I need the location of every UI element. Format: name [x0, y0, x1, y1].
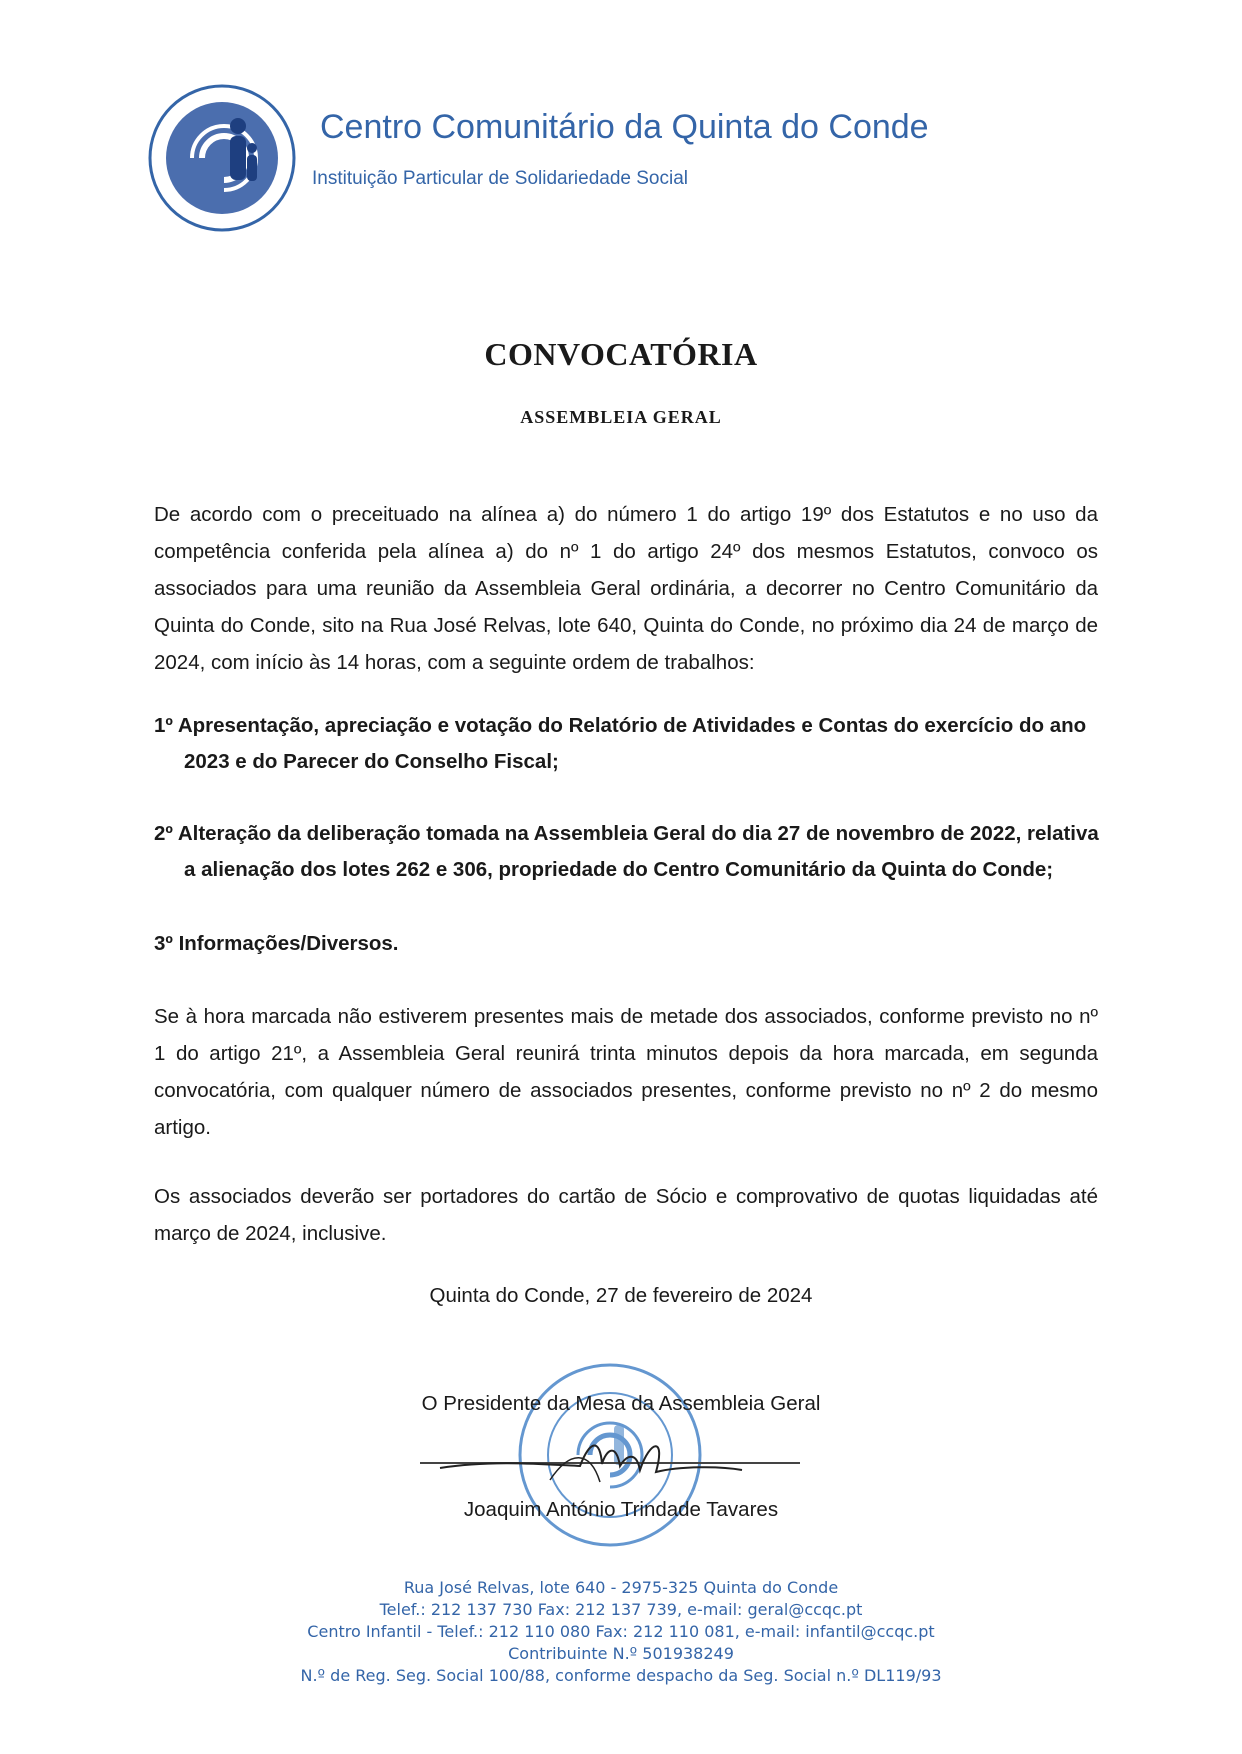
document-subtitle: ASSEMBLEIA GERAL: [520, 407, 722, 427]
handwritten-signature: [430, 1420, 750, 1500]
agenda-item-text: Apresentação, apreciação e votação do Relatório de Atividades e Contas do exercício do ano: [177, 714, 1087, 737]
organization-name: Centro Comunitário da Quinta do Conde: [320, 108, 929, 146]
agenda-item-text-continued: a alienação dos lotes 262 e 306, propriedade do Centro Comunitário da Quinta do Conde;: [184, 858, 1054, 881]
organization-subtitle: Instituição Particular de Solidariedade Social: [312, 168, 688, 189]
footer-address: Rua José Relvas, lote 640 - 2975-325 Quinta do Conde: [403, 1578, 839, 1597]
quorum-paragraph: Se à hora marcada não estiverem presentes mais de metade dos associados, conforme previsto no nº 1 do artigo 21º, a Assembleia Geral reunirá trinta minutos depois da hora marcada, em segunda convocatória, com qualquer número de associados presentes, conforme previsto no nº 2 do mesmo artigo.: [154, 1005, 1098, 1139]
footer-registration: N.º de Reg. Seg. Social 100/88, conforme despacho da Seg. Social n.º DL119/93: [300, 1666, 942, 1685]
agenda-item-number: 3º: [154, 932, 173, 955]
agenda-item-text: Informações/Diversos.: [178, 932, 399, 955]
agenda-item-number: 1º: [154, 714, 173, 737]
agenda-item-number: 2º: [154, 822, 173, 845]
agenda-item: [154, 926, 1104, 962]
agenda-item: [154, 708, 1104, 780]
document-title: CONVOCATÓRIA: [484, 336, 758, 372]
intro-paragraph: De acordo com o preceituado na alínea a) do número 1 do artigo 19º dos Estatutos e no uso da competência conferida pela alínea a) do nº 1 do artigo 24º dos mesmos Estatutos, convoco os associados para uma reunião da Assembleia Geral ordinária, a decorrer no Centro Comunitário da Quinta do Conde, sito na Rua José Relvas, lote 640, Quinta do Conde, no próximo dia 24 de março de 2024, com início às 14 horas, com a seguinte ordem de trabalhos:: [154, 503, 1098, 674]
footer-tax-number: Contribuinte N.º 501938249: [508, 1644, 734, 1663]
place-and-date: Quinta do Conde, 27 de fevereiro de 2024: [429, 1284, 813, 1307]
footer-contacts: Telef.: 212 137 730 Fax: 212 137 739, e-mail: geral@ccqc.pt: [379, 1600, 863, 1619]
signatory-title: O Presidente da Mesa da Assembleia Geral: [421, 1392, 821, 1415]
members-paragraph: Os associados deverão ser portadores do cartão de Sócio e comprovativo de quotas liquidadas até março de 2024, inclusive.: [154, 1185, 1098, 1245]
footer-infantil-contacts: Centro Infantil - Telef.: 212 110 080 Fax: 212 110 081, e-mail: infantil@ccqc.pt: [307, 1622, 935, 1641]
agenda-item-text: Alteração da deliberação tomada na Assembleia Geral do dia 27 de novembro de 2022, relativa: [177, 822, 1099, 845]
agenda-item: [154, 816, 1104, 888]
signatory-name: Joaquim António Trindade Tavares: [463, 1498, 779, 1521]
organization-logo: [142, 78, 302, 238]
agenda-item-text-continued: 2023 e do Parecer do Conselho Fiscal;: [184, 750, 559, 773]
